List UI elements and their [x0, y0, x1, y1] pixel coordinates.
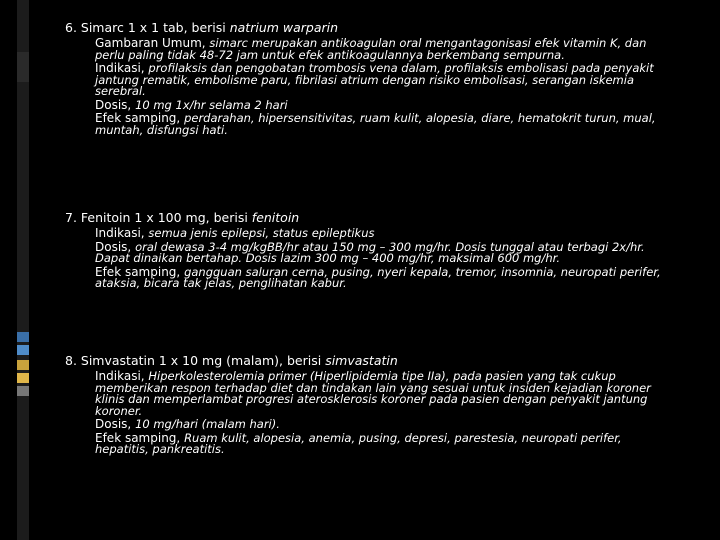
- item-indikasi: [95, 228, 665, 240]
- drug-section-simvastatin: [65, 353, 665, 458]
- accent-block-blue: [17, 332, 29, 342]
- drug-section-fenitoin: [65, 210, 665, 292]
- item-label: Indikasi,: [95, 61, 149, 75]
- item-label: Dosis,: [95, 239, 136, 254]
- item-text: Ruam kulit, alopesia, anemia, pusing, depresi, parestesia, neuropati perifer, hepatitis, pankreatitis.: [95, 430, 622, 456]
- item-text: semua jenis epilepsi, status epileptikus: [148, 226, 375, 240]
- accent-block-light-gold: [17, 373, 29, 383]
- heading-drug: simvastatin: [325, 353, 398, 368]
- item-label: Efek samping,: [95, 264, 185, 279]
- item-label: Efek samping,: [95, 111, 185, 125]
- accent-block-grey: [17, 386, 29, 396]
- item-text: simarc merupakan antikoagulan oral mengantagonisasi efek vitamin K, dan perlu paling tidak 48-72 jam untuk efek antikoagulannya berkembang sempurna.: [95, 36, 647, 62]
- item-label: Indikasi,: [95, 369, 149, 383]
- item-indikasi: [95, 63, 665, 98]
- item-gambaran-umum: [95, 38, 665, 61]
- item-dosis: [95, 97, 665, 112]
- heading-text: 7. Fenitoin 1 x 100 mg, berisi: [65, 210, 252, 225]
- accent-block-dark: [17, 52, 29, 82]
- item-text: perdarahan, hipersensitivitas, ruam kulit, alopesia, diare, hematokrit turun, mual, muntah, disfungsi hati.: [95, 111, 656, 137]
- accent-block-light-blue: [17, 345, 29, 355]
- item-label: Dosis,: [95, 97, 136, 112]
- item-label: Dosis,: [95, 417, 136, 431]
- item-text: 10 mg/hari (malam hari).: [135, 417, 280, 431]
- section-heading: [65, 353, 665, 369]
- item-indikasi: [95, 371, 665, 417]
- item-dosis: [95, 239, 665, 265]
- section-heading: [65, 210, 665, 226]
- item-label: Gambaran Umum,: [95, 36, 210, 50]
- item-efek-samping: [95, 113, 665, 136]
- item-text: Hiperkolesterolemia primer (Hiperlipidemia tipe IIa), pada pasien yang tak cukup memberikan respon terhadap diet dan tindakan lain yang sesuai untuk insiden kejadian koroner klinis dan memperlambat progresi aterosklerosis koroner pada pasien dengan penyakit jantung koroner.: [95, 369, 651, 418]
- drug-section-simarc: [65, 20, 665, 138]
- section-heading: [65, 20, 665, 36]
- heading-text: 8. Simvastatin 1 x 10 mg (malam), berisi: [65, 353, 326, 368]
- item-text: oral dewasa 3-4 mg/kgBB/hr atau 150 mg – 300 mg/hr. Dosis tunggal atau terbagi 2x/hr. Dapat dinaikan bertahap. Dosis lazim 300 mg – 400 mg/hr, maksimal 600 mg/hr.: [95, 239, 645, 265]
- item-efek-samping: [95, 264, 665, 290]
- item-text: profilaksis dan pengobatan trombosis vena dalam, profilaksis embolisasi pada penyakit jantung rematik, embolisme paru, fibrilasi atrium dengan risiko embolisasi, serangan iskemia serebral.: [95, 61, 654, 98]
- item-text: 10 mg 1x/hr selama 2 hari: [135, 97, 288, 112]
- item-efek-samping: [95, 430, 665, 456]
- item-label: Indikasi,: [95, 226, 149, 240]
- heading-drug: fenitoin: [251, 210, 300, 225]
- heading-text: 6. Simarc 1 x 1 tab, berisi: [65, 20, 230, 35]
- item-label: Efek samping,: [95, 430, 185, 445]
- heading-drug: natrium warparin: [229, 20, 339, 35]
- item-text: gangguan saluran cerna, pusing, nyeri kepala, tremor, insomnia, neuropati perifer, ataksia, bicara tak jelas, penglihatan kabur.: [95, 264, 661, 290]
- item-dosis: [95, 419, 665, 431]
- accent-block-gold: [17, 360, 29, 370]
